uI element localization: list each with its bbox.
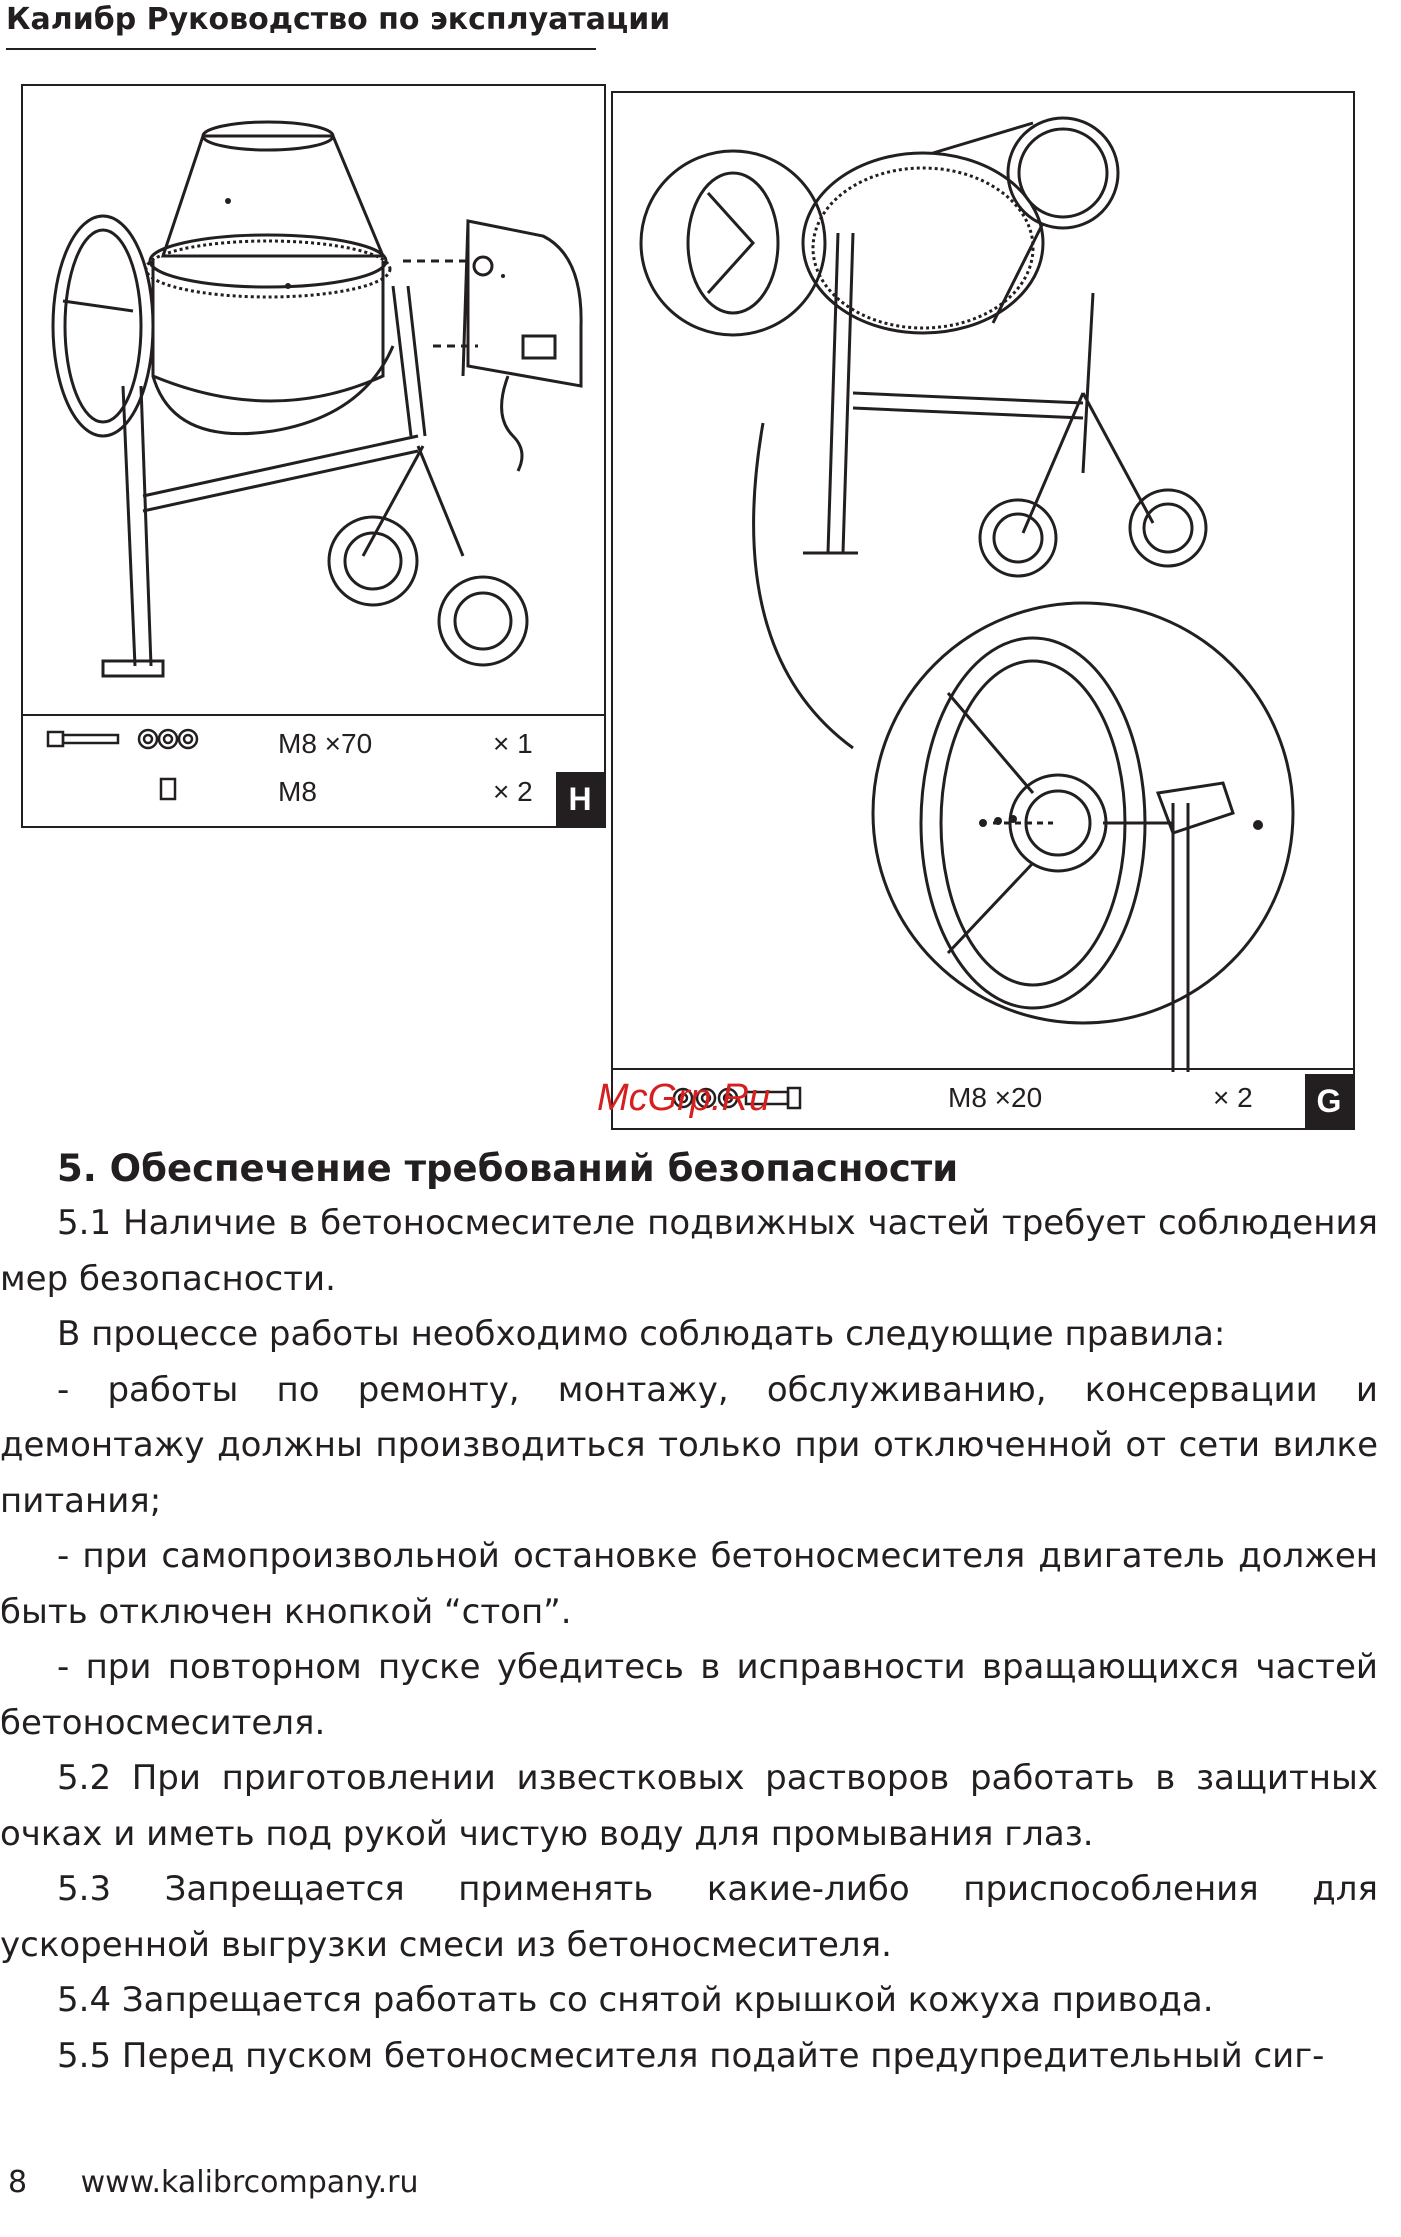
mixer-assembly-illustration: [23, 86, 604, 718]
figure-badge: H: [556, 772, 604, 826]
section-body: [0, 1196, 1378, 2084]
page-footer: [8, 2165, 419, 2200]
website-link[interactable]: www.kalibrcompany.ru: [80, 2165, 419, 2200]
paragraph: 5.2 При приготовлении известковых растворов работать в защитных очках и иметь под рукой чистую воду для промывания глаз.: [0, 1758, 1378, 1854]
parts-list: [23, 714, 604, 826]
part-size: M8 ×20: [948, 1082, 1043, 1113]
watermark: McGrp.Ru: [597, 1077, 771, 1119]
part-size: M8: [278, 776, 317, 807]
paragraph: - при самопроизвольной остановке бетоносмесителя двигатель должен быть отключен кнопкой “стоп”.: [0, 1536, 1378, 1632]
paragraph: - работы по ремонту, монтажу, обслуживанию, консервации и демонтажу должны производиться только при отключенной от сети вилке питания;: [0, 1369, 1378, 1521]
page-header: [6, 0, 671, 50]
part-quantity: × 2: [1213, 1082, 1253, 1113]
section-title: 5. Обеспечение требований безопасности: [57, 1147, 959, 1190]
part-quantity: × 1: [493, 728, 533, 759]
paragraph: В процессе работы необходимо соблюдать следующие правила:: [57, 1314, 1226, 1354]
figure-g: [611, 91, 1355, 1130]
bolt-nut-washer-icon: [43, 724, 203, 814]
part-quantity: × 2: [493, 776, 533, 807]
paragraph: 5.4 Запрещается работать со снятой крышкой кожуха привода.: [57, 1980, 1214, 2020]
figure-h: [21, 84, 606, 828]
paragraph: 5.1 Наличие в бетоносмесителе подвижных частей требует соблюдения мер безопасности.: [0, 1203, 1378, 1299]
paragraph: 5.5 Перед пуском бетоносмесителя подайте предупредительный сиг-: [57, 2035, 1325, 2076]
paragraph: 5.3 Запрещается применять какие-либо приспособления для ускоренной выгрузки смеси из бетоносмесителя.: [0, 1869, 1378, 1965]
figure-badge: G: [1305, 1074, 1353, 1128]
part-size: M8 ×70: [278, 728, 373, 759]
page-number: 8: [8, 2165, 28, 2200]
handwheel-assembly-illustration: [613, 93, 1353, 1072]
header-title: Калибр Руководство по эксплуатации: [6, 2, 671, 37]
paragraph: - при повторном пуске убедитесь в исправности вращающихся частей бетоносмесителя.: [0, 1647, 1378, 1743]
